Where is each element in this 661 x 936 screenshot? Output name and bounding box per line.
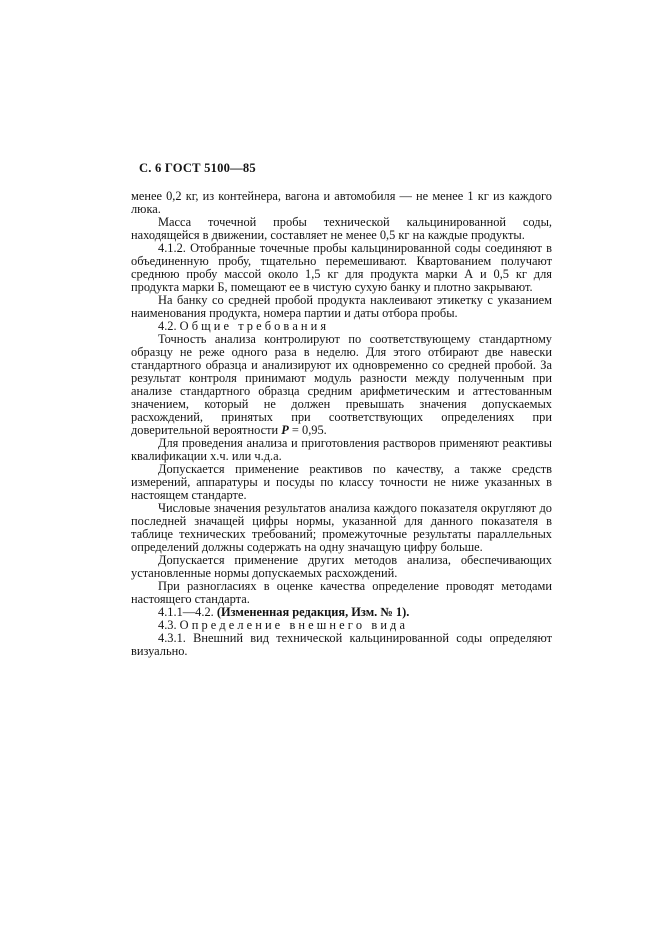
amendment-clause-range: 4.1.1—4.2. xyxy=(158,605,217,619)
paragraph-reagent-quality: Допускается применение реактивов по качеству, а также средств измерений, аппаратуры и посуды по классу точности не ниже указанных в настоящем стандарте. xyxy=(131,462,552,502)
running-header: С. 6 ГОСТ 5100—85 xyxy=(139,161,256,175)
amendment-bold-text: (Измененная редакция, Изм. № 1). xyxy=(216,605,410,619)
paragraph-jar-label: На банку со средней пробой продукта наклеивают этикетку с указанием наименования продукта, номера партии и даты отбора пробы. xyxy=(131,293,552,320)
paragraph-accuracy-control xyxy=(131,333,552,437)
section-heading-4-3: 4.3. О п р е д е л е н и е в н е ш н е г о в и д а xyxy=(158,618,405,632)
paragraph-text-before-symbol: Точность анализа контролируют по соответствующему стандартному образцу не реже одного раза в неделю. Для этого отбирают две навески стандартного образца и анализируют их одновременно со средней пробой. За результат контроля принимают модуль разности между полученным при анализе стандартного образца средним арифметическим и аттестованным значением, который не должен превышать значения допускаемых расхождений, принятых при соответствующих определениях при доверительной вероятности xyxy=(131,332,552,437)
paragraph-reagents: Для проведения анализа и приготовления растворов применяют реактивы квалификации х.ч. или ч.д.а. xyxy=(131,436,552,463)
paragraph-point-sample-mass: Масса точечной пробы технической кальцинированной соды, находящейся в движении, составляет не менее 0,5 кг на каждые продукты. xyxy=(131,215,552,242)
text-block xyxy=(131,190,552,658)
probability-symbol: Р xyxy=(281,423,289,437)
section-heading-4-2: 4.2. О б щ и е т р е б о в а н и я xyxy=(158,319,327,333)
paragraph-rounding: Числовые значения результатов анализа каждого показателя округляют до последней значащей цифры нормы, указанной для данного показателя в таблице технических требований; промежуточные результаты параллельных определений должны содержать на одну значащую цифру больше. xyxy=(131,501,552,554)
paragraph-4-1-2: 4.1.2. Отобранные точечные пробы кальцинированной соды соединяют в объединенную пробу, тщательно перемешивают. Квартованием получают среднюю пробу массой около 1,5 кг для продукта марки А и 0,5 кг для продукта марки Б, помещают ее в чистую сухую банку и плотно закрывают. xyxy=(131,241,552,294)
paragraph-text-after-symbol: = 0,95. xyxy=(288,423,327,437)
paragraph-continuation: менее 0,2 кг, из контейнера, вагона и автомобиля — не менее 1 кг из каждого люка. xyxy=(131,189,552,216)
paragraph-disputes: При разногласиях в оценке качества определение проводят методами настоящего стандарта. xyxy=(131,579,552,606)
paragraph-other-methods: Допускается применение других методов анализа, обеспечивающих установленные нормы допускаемых расхождений. xyxy=(131,553,552,580)
paragraph-4-3-1: 4.3.1. Внешний вид технической кальцинированной соды определяют визуально. xyxy=(131,631,552,658)
